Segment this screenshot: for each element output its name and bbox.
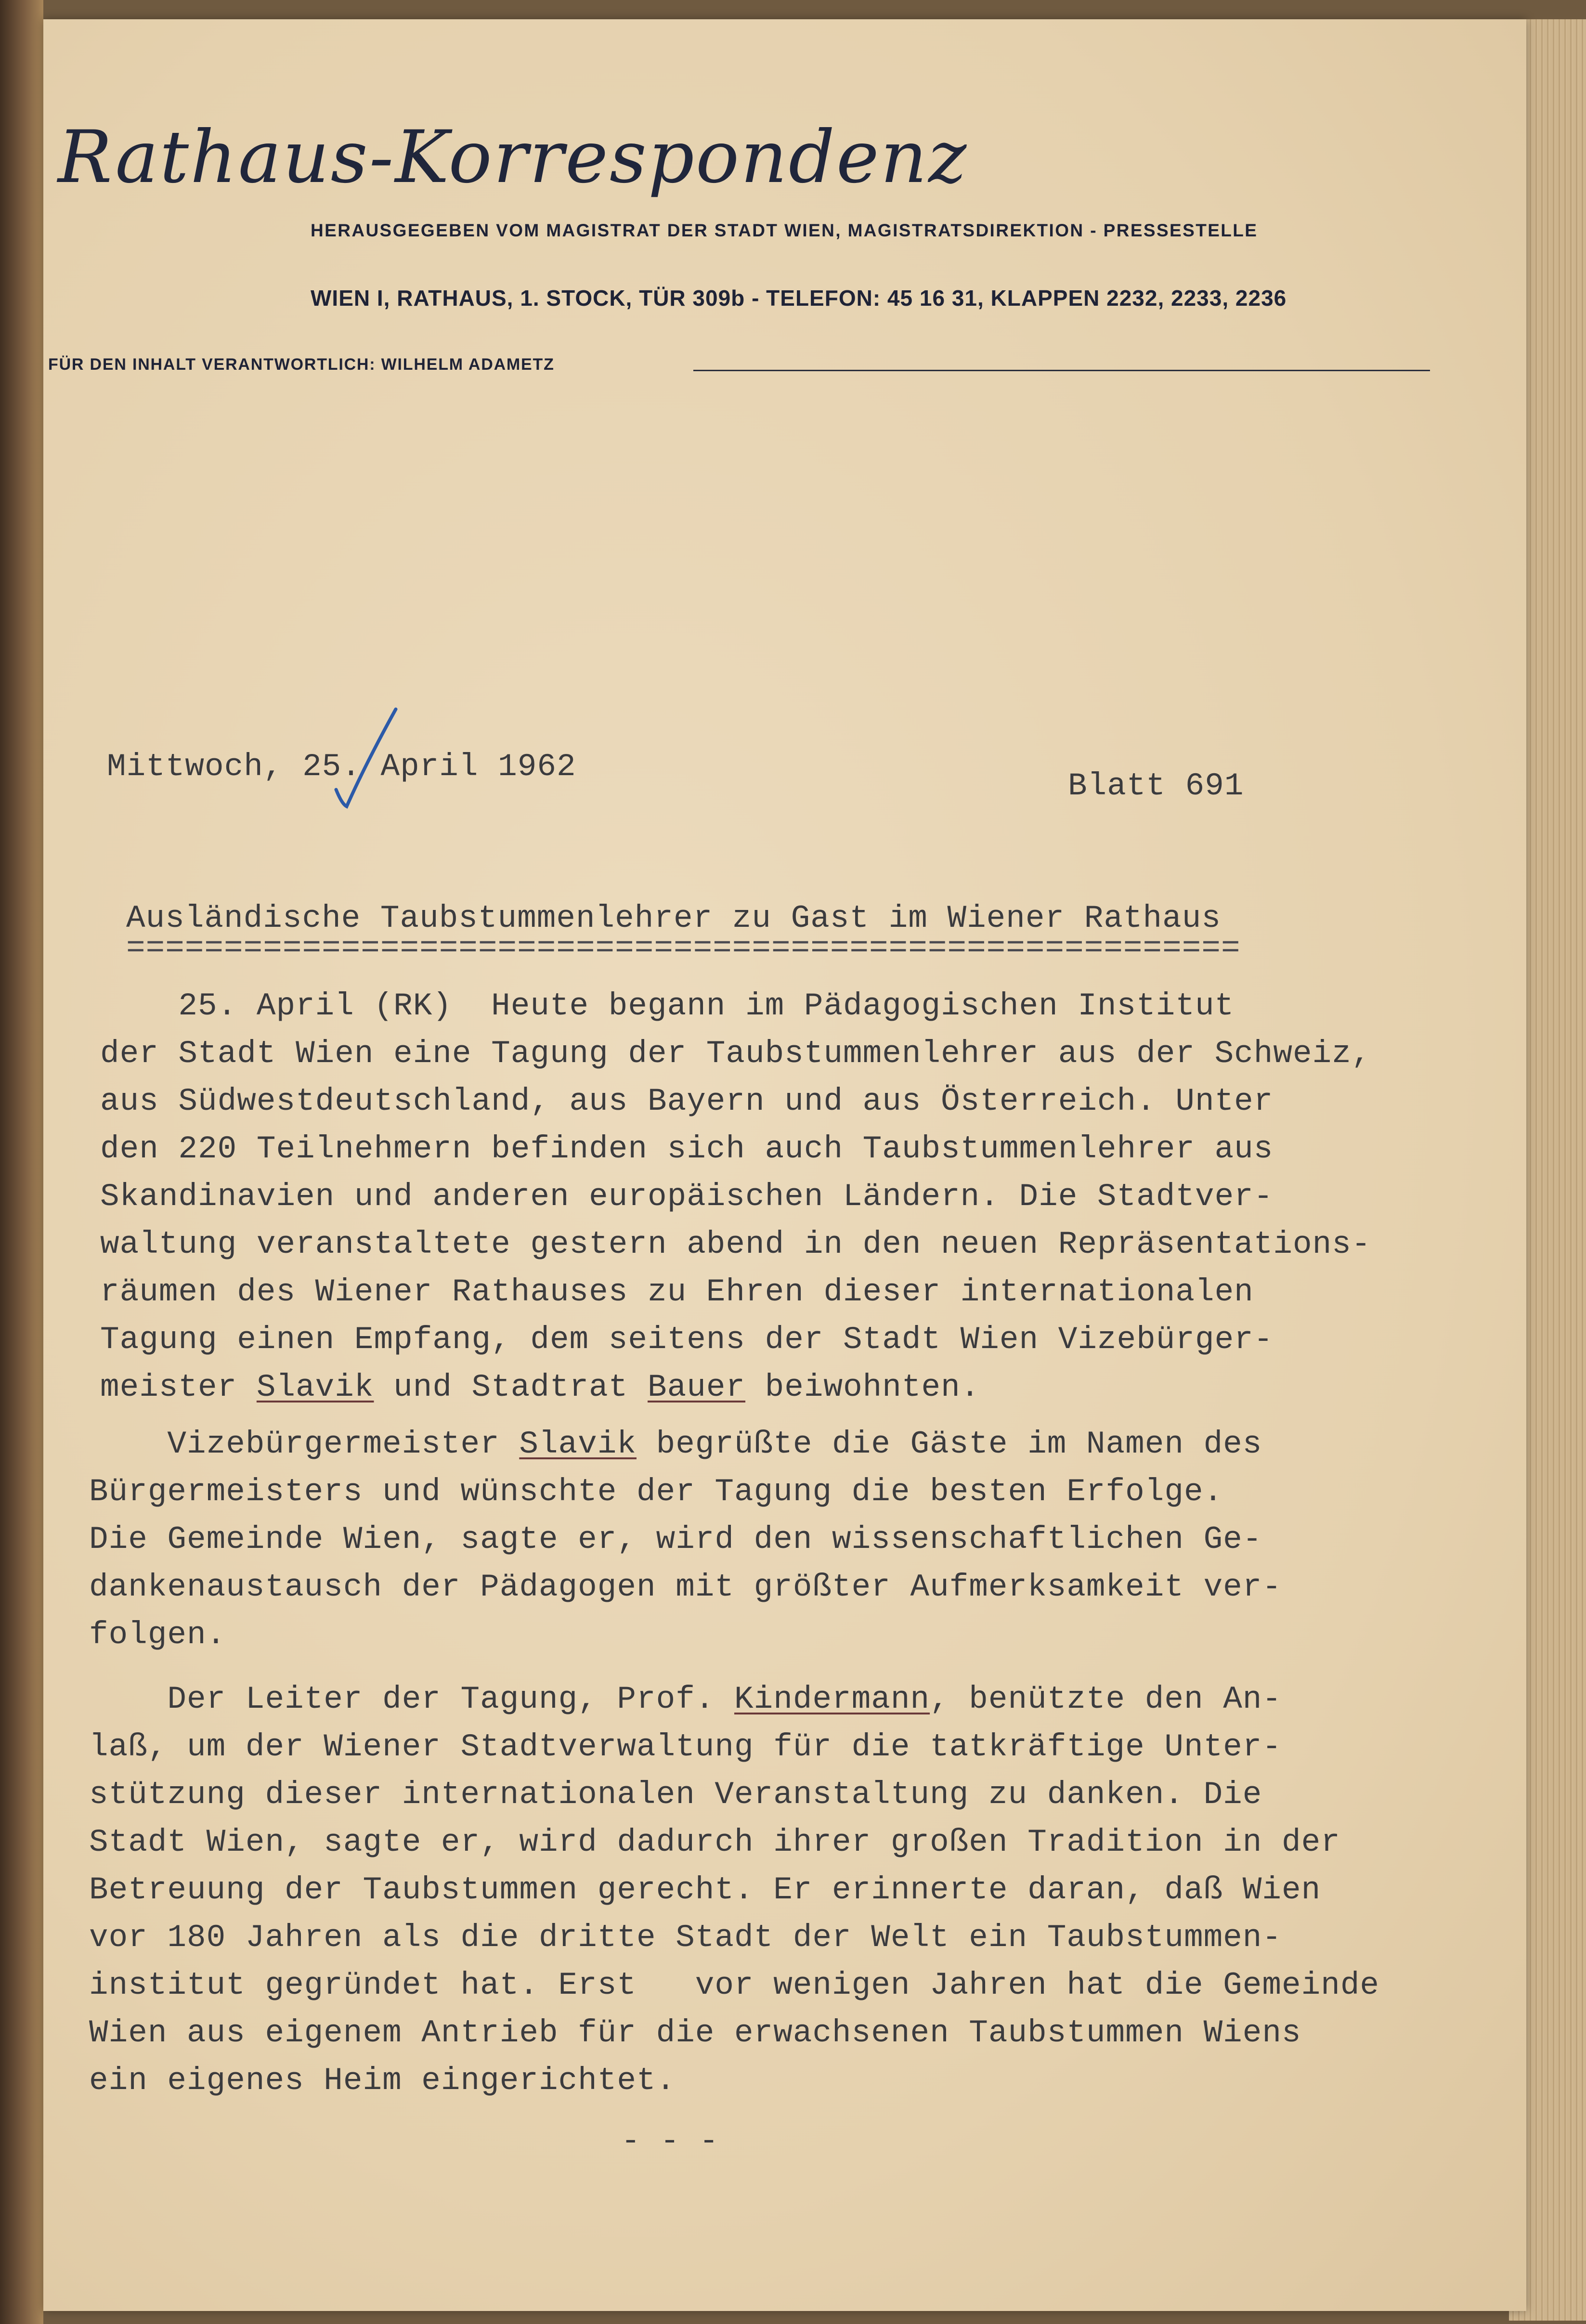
text-line: folgen. bbox=[89, 1617, 226, 1653]
headline-double-underline: ========================================================= bbox=[126, 930, 1241, 966]
underlined-name: Slavik bbox=[519, 1426, 637, 1462]
text-line: waltung veranstaltete gestern abend in den neuen Repräsentations- bbox=[100, 1226, 1371, 1262]
text-line: den 220 Teilnehmern befinden sich auch Taubstummenlehrer aus bbox=[100, 1131, 1274, 1167]
issue-date: Mittwoch, 25. April 1962 bbox=[107, 749, 576, 785]
sheet-number: Blatt 691 bbox=[1068, 768, 1244, 804]
responsible-editor-line: FÜR DEN INHALT VERANTWORTLICH: WILHELM ADAMETZ bbox=[48, 355, 555, 374]
text-line: Wien aus eigenem Antrieb für die erwachsenen Taubstummen Wiens bbox=[89, 2015, 1301, 2051]
text-line: der Stadt Wien eine Tagung der Taubstummenlehrer aus der Schweiz, bbox=[100, 1036, 1371, 1072]
paragraph-3 bbox=[89, 1675, 1379, 2104]
paragraph-1 bbox=[100, 982, 1371, 1411]
text-line: Die Gemeinde Wien, sagte er, wird den wissenschaftlichen Ge- bbox=[89, 1521, 1262, 1558]
article-headline: Ausländische Taubstummenlehrer zu Gast im Wiener Rathaus bbox=[126, 900, 1221, 936]
publisher-line: HERAUSGEGEBEN VOM MAGISTRAT DER STADT WIEN, MAGISTRATSDIREKTION - PRESSESTELLE bbox=[311, 221, 1258, 240]
text-line: stützung dieser internationalen Veranstaltung zu danken. Die bbox=[89, 1777, 1262, 1813]
underlined-name: Kindermann bbox=[734, 1681, 930, 1717]
text-line: vor 180 Jahren als die dritte Stadt der Welt ein Taubstummen- bbox=[89, 1920, 1282, 1956]
book-binding bbox=[0, 0, 43, 2324]
text-line: Bürgermeisters und wünschte der Tagung die besten Erfolge. bbox=[89, 1474, 1223, 1510]
header-rule bbox=[693, 370, 1430, 371]
paragraph-2 bbox=[89, 1420, 1282, 1659]
text-line: laß, um der Wiener Stadtverwaltung für die tatkräftige Unter- bbox=[89, 1729, 1282, 1765]
text-line: Der Leiter der Tagung, Prof. Kindermann, benützte den An- bbox=[89, 1681, 1282, 1717]
masthead-title: Rathaus-Korrespondenz bbox=[58, 116, 968, 199]
underlined-name: Bauer bbox=[648, 1369, 746, 1405]
end-mark: - - - bbox=[621, 2123, 719, 2159]
underlined-name: Slavik bbox=[256, 1369, 374, 1405]
address-line: WIEN I, RATHAUS, 1. STOCK, TÜR 309b - TELEFON: 45 16 31, KLAPPEN 2232, 2233, 2236 bbox=[311, 286, 1287, 311]
text-line: Vizebürgermeister Slavik begrüßte die Gäste im Namen des bbox=[89, 1426, 1262, 1462]
text-line: Skandinavien und anderen europäischen Ländern. Die Stadtver- bbox=[100, 1179, 1274, 1215]
text-line: räumen des Wiener Rathauses zu Ehren dieser internationalen bbox=[100, 1274, 1254, 1310]
text-line: meister Slavik und Stadtrat Bauer beiwohnten. bbox=[100, 1369, 980, 1405]
text-line: ein eigenes Heim eingerichtet. bbox=[89, 2063, 676, 2099]
text-line: Betreuung der Taubstummen gerecht. Er erinnerte daran, daß Wien bbox=[89, 1872, 1321, 1908]
text-line: institut gegründet hat. Erst vor wenigen Jahren hat die Gemeinde bbox=[89, 1967, 1380, 2003]
text-line: aus Südwestdeutschland, aus Bayern und aus Österreich. Unter bbox=[100, 1083, 1274, 1119]
text-line: Tagung einen Empfang, dem seitens der Stadt Wien Vizebürger- bbox=[100, 1322, 1274, 1358]
check-mark-icon bbox=[332, 705, 400, 809]
text-line: Stadt Wien, sagte er, wird dadurch ihrer großen Tradition in der bbox=[89, 1824, 1340, 1860]
text-line: 25. April (RK) Heute begann im Pädagogischen Institut bbox=[100, 988, 1235, 1024]
text-line: dankenaustausch der Pädagogen mit größter Aufmerksamkeit ver- bbox=[89, 1569, 1282, 1605]
